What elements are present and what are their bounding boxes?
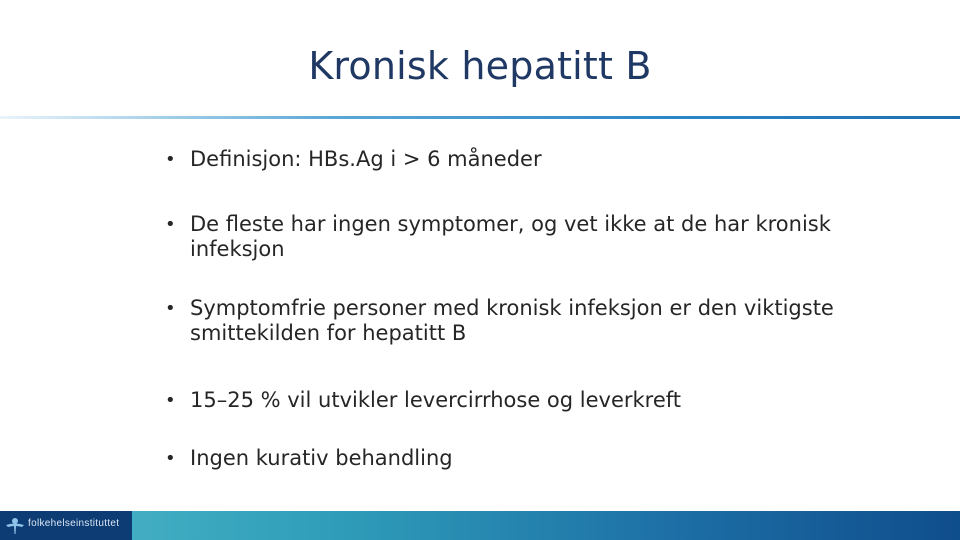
footer-bar — [0, 511, 960, 540]
bullet-item — [158, 212, 878, 262]
bullet-marker: • — [165, 448, 176, 469]
bullet-text: De fleste har ingen symptomer, og vet ikke at de har kronisk infeksjon — [190, 212, 831, 261]
logo-text: folkehelseinstituttet — [28, 518, 120, 529]
fhi-logo-icon — [4, 516, 26, 535]
bullet-marker: • — [165, 214, 176, 235]
bullet-marker: • — [165, 390, 176, 411]
slide-title: Kronisk hepatitt B — [308, 44, 652, 88]
bullet-text: 15–25 % vil utvikler levercirrhose og leverkreft — [190, 388, 682, 412]
bullet-item — [158, 147, 878, 172]
title-divider — [0, 116, 960, 119]
bullet-text: Definisjon: HBs.Ag i > 6 måneder — [190, 147, 542, 171]
bullet-item — [158, 388, 878, 413]
bullet-marker: • — [165, 298, 176, 319]
bullet-text: Ingen kurativ behandling — [190, 446, 453, 470]
bullet-item — [158, 446, 878, 471]
footer-logo — [0, 511, 132, 540]
bullet-marker: • — [165, 149, 176, 170]
bullet-text: Symptomfrie personer med kronisk infeksjon er den viktigste smittekilden for hepatitt B — [190, 296, 834, 345]
bullet-item — [158, 296, 878, 346]
